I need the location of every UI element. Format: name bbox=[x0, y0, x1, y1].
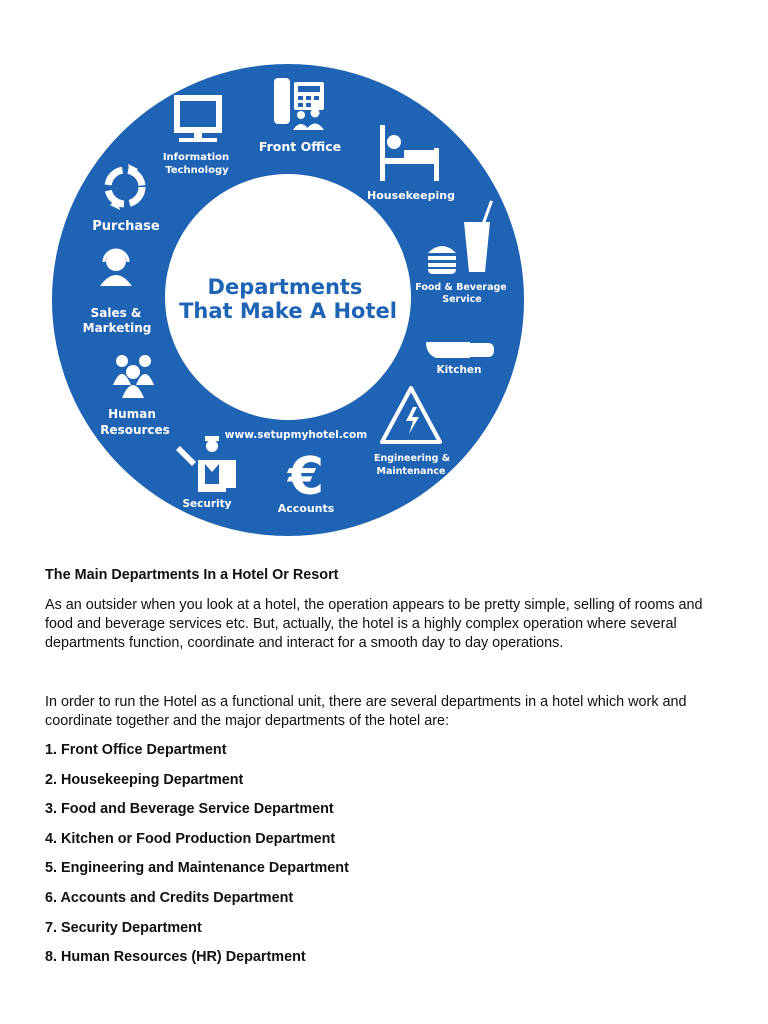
list-item: 1. Front Office Department bbox=[45, 742, 227, 758]
label-purchase: Purchase bbox=[92, 219, 160, 234]
label-it-line1: Information bbox=[162, 152, 230, 163]
label-front-office: Front Office bbox=[258, 139, 342, 154]
label-hr-line1: Human bbox=[108, 407, 156, 421]
list-item: 4. Kitchen or Food Production Department bbox=[45, 830, 336, 847]
label-it-line2: Technology bbox=[165, 165, 229, 176]
label-engineering-line2: Maintenance bbox=[376, 466, 446, 477]
knife-icon bbox=[426, 342, 494, 358]
label-security: Security bbox=[182, 498, 232, 510]
departments-intro-paragraph: In order to run the Hotel as a functional unit, there are several departments in a hotel which work and coordinate together and the major departments of the hotel are: bbox=[45, 694, 687, 729]
section-heading: The Main Departments In a Hotel Or Resort bbox=[45, 567, 339, 583]
diagram-title-line2: That Make A Hotel bbox=[179, 299, 397, 323]
diagram-title-line1: Departments bbox=[207, 275, 363, 299]
list-item: 5. Engineering and Maintenance Department bbox=[45, 860, 349, 877]
list-item: 6. Accounts and Credits Department bbox=[45, 889, 294, 906]
list-item: 3. Food and Beverage Service Department bbox=[45, 801, 334, 818]
list-item: 7. Security Department bbox=[45, 919, 202, 936]
label-fnb-line2: Service bbox=[442, 294, 482, 305]
label-kitchen: Kitchen bbox=[436, 364, 482, 376]
departments-list bbox=[45, 740, 349, 977]
intro-paragraph: As an outsider when you look at a hotel, the operation appears to be pretty simple, selling of rooms and food and beverage services etc. But, actually, the hotel is a highly complex operation where several departments function, coordinate and interact for a smooth day to day operations. bbox=[45, 597, 703, 651]
label-sales-line2: Marketing bbox=[82, 321, 152, 335]
label-accounts: Accounts bbox=[277, 502, 335, 515]
label-fnb-line1: Food & Beverage bbox=[415, 282, 507, 293]
label-hr-line2: Resources bbox=[100, 423, 170, 437]
label-sales-line1: Sales & bbox=[90, 306, 142, 320]
label-housekeeping: Housekeeping bbox=[367, 189, 455, 202]
list-item: 2. Housekeeping Department bbox=[45, 771, 244, 788]
list-item: 8. Human Resources (HR) Department bbox=[45, 949, 306, 966]
label-engineering-line1: Engineering & bbox=[373, 453, 451, 464]
website-url: www.setupmyhotel.com bbox=[224, 429, 368, 441]
euro-icon: € bbox=[287, 447, 325, 507]
